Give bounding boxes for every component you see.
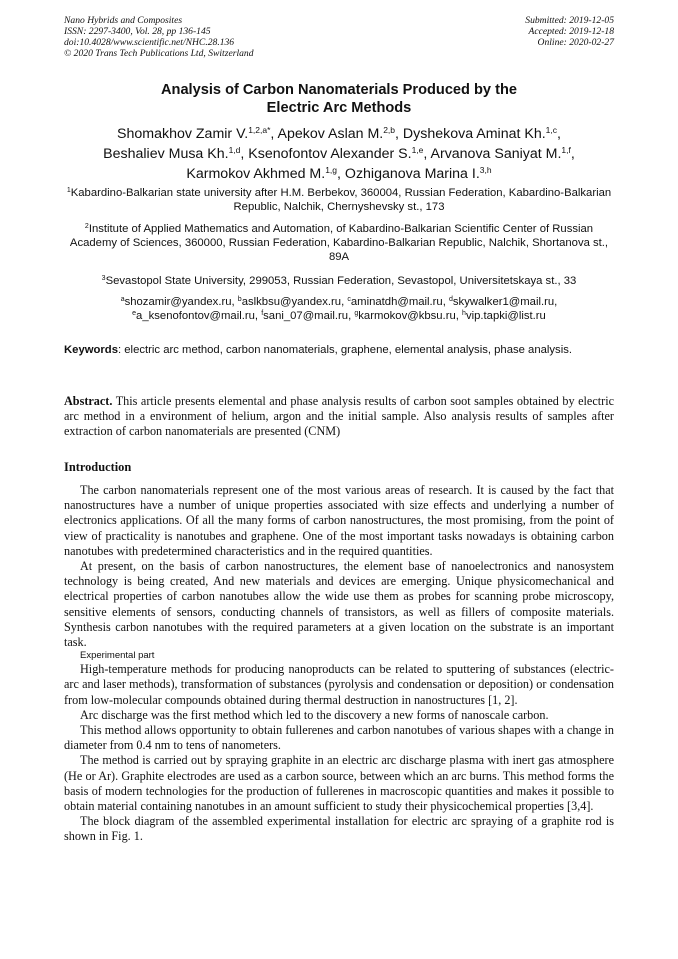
email-address[interactable]: aslkbsu@yandex.ru [241, 296, 342, 308]
paragraph: The carbon nanomaterials represent one of the most various areas of research. It is caused by the fact that nanostructures have a number of unique properties associated with size effects and underlying a number of electronics applications. Of all the many forms of carbon nanostructures, the most promising, from the point of view of practicality is nanotubes and graphene. One of the most important tasks nowadays is obtaining carbon nanotubes with predetermined characteristics and in the required quantities. [64, 483, 614, 558]
email-address[interactable]: shozamir@yandex.ru [124, 296, 232, 308]
email-address[interactable]: karmokov@kbsu.ru [358, 310, 456, 323]
introduction-heading: Introduction [64, 460, 132, 474]
affiliation-number: 1 [66, 187, 71, 194]
email-key: h [462, 310, 466, 318]
author-superscript: 1,e [411, 145, 424, 155]
abstract [64, 394, 614, 440]
paragraph: The block diagram of the assembled experimental installation for electric arc spraying of a graphite rod is shown in Fig. 1. [64, 814, 614, 844]
author-name: Dyshekova Aminat Kh. [402, 126, 546, 142]
email-key: d [449, 296, 453, 303]
email-key: e [132, 310, 137, 318]
issn-line: ISSN: 2297-3400, Vol. 28, pp 136-145 [64, 26, 211, 37]
email-address[interactable]: sani_07@mail.ru [263, 310, 349, 323]
email-address[interactable]: a_ksenofontov@mail.ru [136, 310, 255, 323]
keywords [64, 343, 614, 358]
subsection-label: Experimental part [80, 650, 155, 662]
email-key: c [347, 296, 351, 303]
author-superscript: 1,d [228, 145, 241, 155]
email-separator: , [348, 310, 355, 323]
author-name: Ksenofontov Alexander S. [248, 146, 412, 162]
paragraph: This method allows opportunity to obtain fullerenes and carbon nanotubes of various shapes with a change in diameter from 0.4 nm to tens of nanometers. [64, 723, 614, 753]
author-name: Arvanova Saniyat M. [430, 146, 562, 162]
email-separator: , [231, 296, 238, 308]
email-key: a [120, 296, 125, 303]
author-separator: , [270, 126, 278, 142]
author-name: Apekov Aslan M. [277, 126, 384, 142]
affiliation-text: Sevastopol State University, 299053, Russian Federation, Sevastopol, Universitetskaya st., 33 [105, 275, 577, 287]
affiliation-text: Kabardino-Balkarian state university after H.M. Berbekov, 360004, Russian Federation, Kabardino-Balkarian Republic, Nalchik, Chernyshevsky st., 173 [70, 187, 612, 214]
submitted-date: Submitted: 2019-12-05 [525, 15, 614, 26]
keywords-label: Keywords [64, 344, 118, 356]
introduction-body [64, 483, 614, 845]
email-separator: , [554, 296, 558, 308]
abstract-label: Abstract. [64, 394, 113, 408]
abstract-text: This article presents elemental and phase analysis results of carbon soot samples obtained by electric arc method in a environment of helium, argon and the initial sample. Also analysis results of samples after extraction of carbon nanomaterials are presented (CNM) [64, 394, 614, 439]
affiliation-1 [64, 186, 614, 214]
author-superscript: 2,b [383, 125, 396, 135]
journal-header-left [64, 15, 254, 59]
copyright-line: © 2020 Trans Tech Publications Ltd, Switzerland [64, 48, 254, 59]
author-separator: , [557, 126, 561, 142]
author-name: Shomakhov Zamir V. [117, 126, 249, 142]
email-address[interactable]: skywalker1@mail.ru [452, 296, 555, 308]
affiliation-2 [64, 222, 614, 265]
paper-title [64, 82, 614, 117]
email-key: f [261, 310, 264, 318]
email-list [60, 295, 618, 323]
journal-name: Nano Hybrids and Composites [64, 15, 183, 26]
paragraph: At present, on the basis of carbon nanostructures, the element base of nanoelectronics and nanosystem technology is being created, And new materials and devices are emerging. Unique physicomechanical and electrical properties of carbon nanotubes allow the wide use them as probes for scanning probe microscopy, sensitive elements of sensors, conducting channels of transistors, as well as fillers of composite materials. Synthesis carbon nanotubes with the required parameters at a given location on the substrate is an important task. [64, 559, 614, 650]
author-name: Ozhiganova Marina I. [344, 166, 480, 182]
online-date: Online: 2020-02-27 [537, 37, 614, 48]
author-superscript: 1,c [545, 125, 557, 135]
title-line-2: Electric Arc Methods [266, 99, 412, 116]
author-separator: , [570, 146, 575, 162]
author-separator: , [423, 146, 431, 162]
author-name: Beshaliev Musa Kh. [103, 146, 229, 162]
email-separator: , [455, 310, 463, 323]
author-separator: , [240, 146, 249, 162]
accepted-date: Accepted: 2019-12-18 [528, 26, 614, 37]
email-separator: , [254, 310, 262, 323]
author-separator: , [395, 126, 403, 142]
author-separator: , [337, 166, 345, 182]
doi-line: doi:10.4028/www.scientific.net/NHC.28.136 [64, 37, 235, 48]
journal-header-right [525, 15, 614, 48]
email-separator: , [341, 296, 348, 308]
email-address[interactable]: vip.tapki@list.ru [465, 310, 546, 323]
author-name: Karmokov Akhmed M. [186, 166, 326, 182]
author-superscript: 1,g [325, 165, 338, 175]
keywords-text: : electric arc method, carbon nanomaterials, graphene, elemental analysis, phase analysis. [118, 344, 573, 356]
author-superscript: 1,f [561, 145, 571, 155]
email-key: b [237, 296, 242, 303]
email-separator: , [442, 296, 449, 308]
author-superscript: 3,h [479, 165, 492, 175]
author-list [56, 124, 622, 184]
email-address[interactable]: aminatdh@mail.ru [350, 296, 443, 308]
email-key: g [354, 310, 359, 318]
author-superscript: 1,2,a* [248, 125, 271, 135]
affiliation-number: 2 [84, 223, 89, 230]
affiliation-text: Institute of Applied Mathematics and Automation, of Kabardino-Balkarian Scientific Center of Russian Academy of Sciences, 360000, Russian Federation, Kabardino-Balkarian Republic, Nalchik, Shortanova st., 89A [69, 223, 609, 264]
paragraph: The method is carried out by spraying graphite in an electric arc discharge plasma with inert gas atmosphere (He or Ar). Graphite electrodes are used as a carbon source, between which an arc burns. This method forms the basis of modern technologies for the production of fullerenes in macroscopic quantities and makes it possible to obtain material containing nanotubes in an amount sufficient to study their physicochemical properties [3,4]. [64, 753, 614, 814]
title-line-1: Analysis of Carbon Nanomaterials Produced by the [160, 82, 517, 98]
affiliation-3 [64, 274, 614, 288]
paragraph: Arc discharge was the first method which led to the discovery a new forms of nanoscale carbon. [80, 707, 549, 722]
paragraph: High-temperature methods for producing nanoproducts can be related to sputtering of substances (electric-arc and laser methods), transformation of substances (pyrolysis and condensation or deposition) or condensation from low-molecular compounds obtained during thermal destruction in nanostructures [1, 2]. [64, 662, 614, 707]
affiliation-number: 3 [101, 275, 106, 282]
